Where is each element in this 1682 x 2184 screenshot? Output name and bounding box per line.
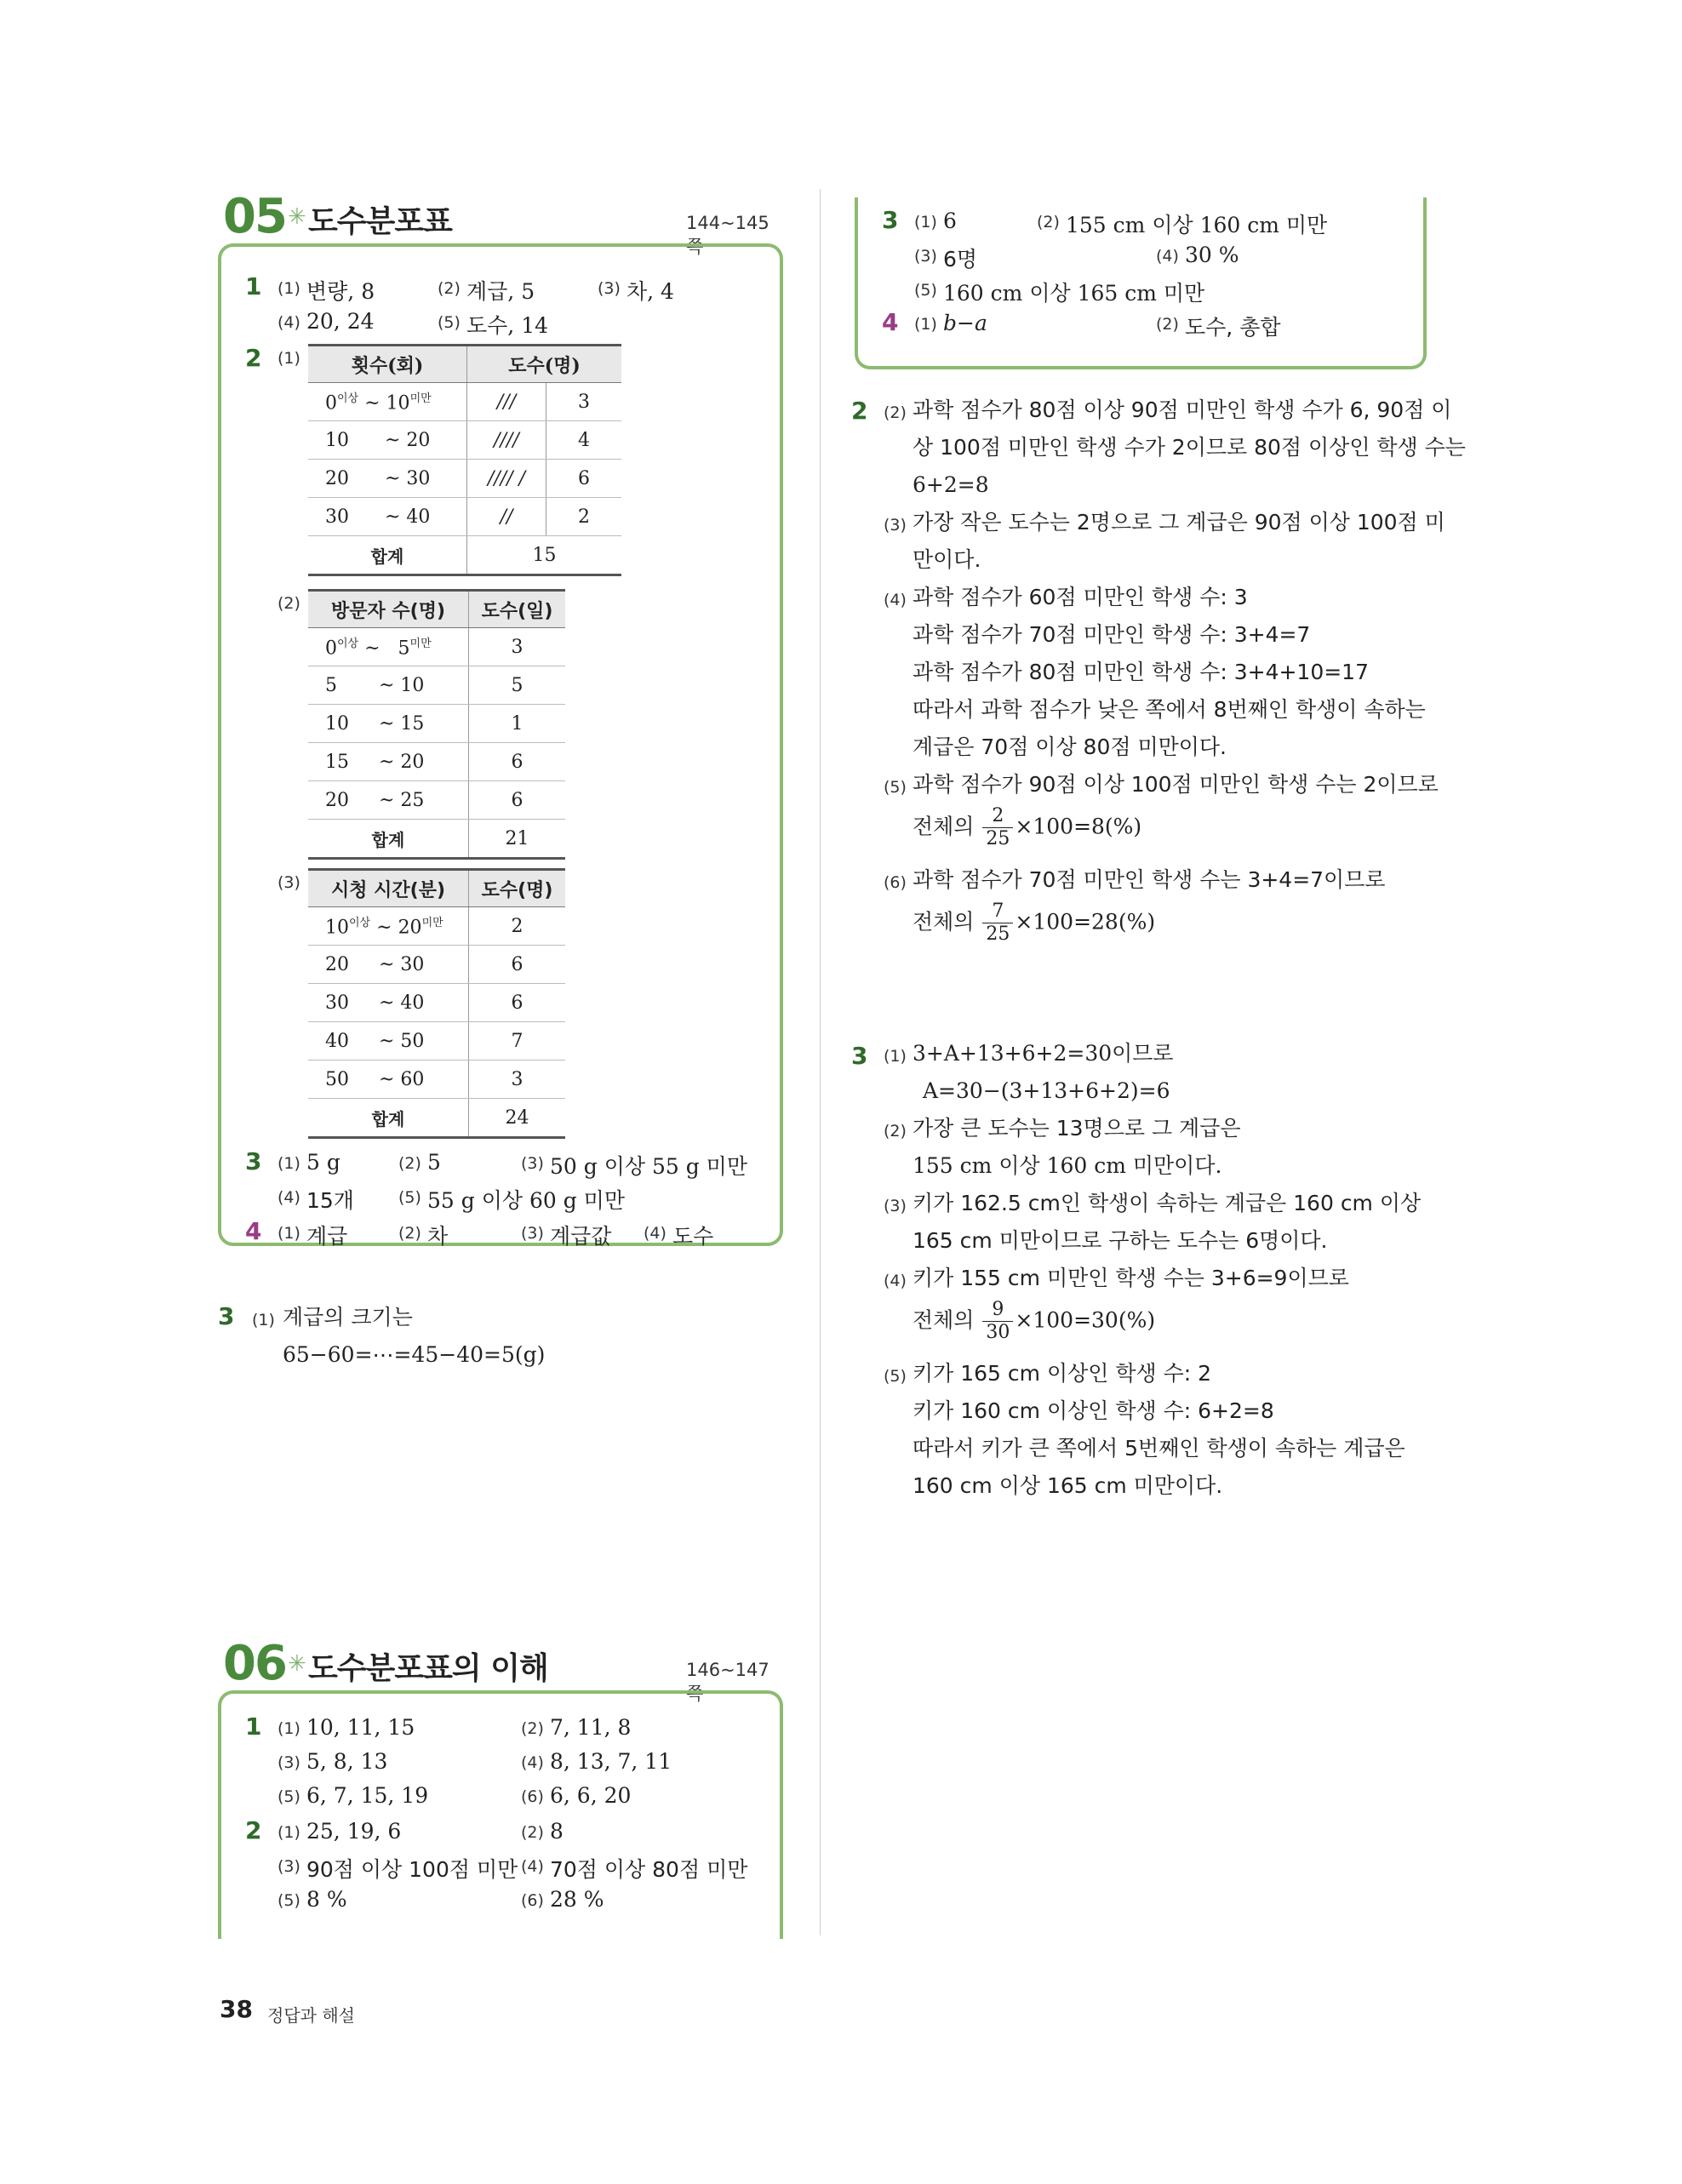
answer-text: 6, 7, 15, 19 xyxy=(306,1783,429,1808)
explanation-text: 165 cm 미만이므로 구하는 도수는 6명이다. xyxy=(913,1228,1328,1253)
table-row: $0^{이상}$ ~ $5^{미만}$ 3 xyxy=(308,628,565,666)
sub-label: (4) xyxy=(884,1272,907,1290)
sub-label: (1) xyxy=(884,1047,907,1066)
section-title: 도수분포표의 이해 xyxy=(308,1651,548,1686)
question-number: 4 xyxy=(245,1217,262,1245)
sub-label: (4) xyxy=(277,313,300,332)
table-row: $0^{이상}$ ~ $10^{미만}$ /// 3 xyxy=(308,383,621,421)
star-icon: ✳ xyxy=(288,1651,306,1677)
question-number: 3 xyxy=(882,206,899,234)
table-row: 50 ~ 60 3 xyxy=(308,1061,565,1099)
explanation-text: 키가 160 cm 이상인 학생 수: 6+2=8 xyxy=(913,1398,1274,1423)
fraction-expression: 전체의 $\frac{2}{25}$ ×100=8(%) xyxy=(913,805,1142,849)
answer-text: 70점 이상 80점 미만 xyxy=(550,1857,748,1882)
sub-label: (5) xyxy=(884,778,907,797)
answer-text: 20, 24 xyxy=(306,309,375,334)
table-row: 20 ~ 25 6 xyxy=(308,781,565,820)
sub-label: (3) xyxy=(884,516,907,535)
question-number: 2 xyxy=(245,344,262,372)
sub-label: (2) xyxy=(1037,213,1060,232)
sub-label: (3) xyxy=(277,1857,300,1876)
column-header: 도수(명) xyxy=(467,346,622,383)
answer-text: 변량, 8 xyxy=(306,279,375,304)
section-05-header xyxy=(223,189,776,257)
explanation-text: 160 cm 이상 165 cm 미만이다. xyxy=(913,1473,1223,1498)
explanation-text: 따라서 키가 큰 쪽에서 5번째인 학생이 속하는 계급은 xyxy=(913,1436,1405,1461)
answer-text: 차 xyxy=(427,1224,449,1249)
column-header: 시청 시간(분) xyxy=(308,870,469,907)
sub-label: (1) xyxy=(277,1224,300,1243)
table-row: 40 ~ 50 7 xyxy=(308,1022,565,1061)
fraction: $\frac{2}{25}$ xyxy=(982,807,1013,849)
explanation-text: 과학 점수가 90점 이상 100점 미만인 학생 수는 2이므로 xyxy=(913,772,1439,797)
answer-text: 5 g xyxy=(306,1150,340,1175)
answer-text: 계급값 xyxy=(550,1224,612,1249)
answer-text: 6 xyxy=(943,209,957,233)
sub-label: (1) xyxy=(914,315,937,334)
footer-label: 정답과 해설 xyxy=(267,2005,355,2026)
answer-text: 8, 13, 7, 11 xyxy=(550,1749,672,1774)
sub-label: (3) xyxy=(598,279,621,298)
sub-label: (3) xyxy=(884,1197,907,1215)
sub-label: (2) xyxy=(398,1224,421,1243)
sub-label: (5) xyxy=(914,281,937,300)
sub-label: (4) xyxy=(521,1857,544,1876)
sub-label: (1) xyxy=(277,1823,300,1842)
sub-label: (1) xyxy=(914,213,937,232)
sub-label: (4) xyxy=(1156,247,1179,266)
answer-text: 55 g 이상 60 g 미만 xyxy=(427,1188,625,1213)
answer-text: 6명 xyxy=(943,247,978,272)
explanation-text: 과학 점수가 60점 미만인 학생 수: 3 xyxy=(913,585,1248,609)
explanation-text: 가장 큰 도수는 13명으로 그 계급은 xyxy=(913,1116,1241,1141)
table-total-row: 합계 15 xyxy=(308,536,621,575)
fraction: $\frac{7}{25}$ xyxy=(982,902,1013,944)
section-title: 도수분포표 xyxy=(308,204,452,239)
page-footer xyxy=(220,1995,560,2029)
sub-label: (2) xyxy=(1156,315,1179,334)
star-icon: ✳ xyxy=(288,204,306,230)
fraction-expression: 전체의 $\frac{7}{25}$ ×100=28(%) xyxy=(913,900,1156,945)
fraction: $\frac{9}{30}$ xyxy=(982,1301,1013,1342)
sub-label: (2) xyxy=(398,1154,421,1173)
section-06-header xyxy=(223,1636,776,1704)
sub-label: (4) xyxy=(644,1224,667,1243)
explanation-text: 과학 점수가 70점 미만인 학생 수: 3+4=7 xyxy=(913,622,1311,647)
explanation-text: 155 cm 이상 160 cm 미만이다. xyxy=(913,1153,1222,1178)
frequency-table-3 xyxy=(308,868,565,1139)
explanation-text: 키가 165 cm 이상인 학생 수: 2 xyxy=(913,1361,1212,1386)
sub-label: (6) xyxy=(521,1891,544,1910)
sub-label: (1) xyxy=(277,349,300,368)
sub-label: (1) xyxy=(252,1311,275,1329)
explanation-text: 6+2=8 xyxy=(913,472,989,497)
answer-text: 160 cm 이상 165 cm 미만 xyxy=(943,281,1205,306)
explanation-text: 만이다. xyxy=(913,547,981,572)
answer-text: 도수, 14 xyxy=(466,313,549,338)
explanation-text: 과학 점수가 80점 이상 90점 미만인 학생 수가 6, 90점 이 xyxy=(913,397,1452,422)
answer-text: 7, 11, 8 xyxy=(550,1715,632,1740)
table-row: $10^{이상}$ ~ $20^{미만}$ 2 xyxy=(308,907,565,946)
sub-label: (5) xyxy=(884,1367,907,1386)
explanation-text: 가장 작은 도수는 2명으로 그 계급은 90점 이상 100점 미 xyxy=(913,510,1445,535)
column-header: 도수(일) xyxy=(469,591,566,628)
frequency-table-1 xyxy=(308,344,621,576)
table-row: 20 ~ 30 6 xyxy=(308,946,565,984)
explanation-text: 키가 162.5 cm인 학생이 속하는 계급은 160 cm 이상 xyxy=(913,1191,1422,1215)
column-divider xyxy=(820,189,821,1935)
explanation-text: 과학 점수가 80점 미만인 학생 수: 3+4+10=17 xyxy=(913,660,1369,684)
answer-text: 15개 xyxy=(306,1188,354,1213)
answer-text: 30 % xyxy=(1185,243,1239,267)
question-number: 3 xyxy=(218,1302,235,1330)
table-total-row: 합계 24 xyxy=(308,1099,565,1138)
column-header: 도수(명) xyxy=(469,870,566,907)
explanation-text: 계급은 70점 이상 80점 미만이다. xyxy=(913,735,1227,759)
answer-text: 10, 11, 15 xyxy=(306,1715,415,1740)
sub-label: (2) xyxy=(438,279,461,298)
fraction-expression: 전체의 $\frac{9}{30}$ ×100=30(%) xyxy=(913,1299,1156,1343)
sub-label: (3) xyxy=(914,247,937,266)
sub-label: (1) xyxy=(277,279,300,298)
answer-text: 도수, 총합 xyxy=(1185,315,1281,340)
answer-text: 25, 19, 6 xyxy=(306,1819,402,1844)
explanation-text: 3+A+13+6+2=30이므로 xyxy=(913,1041,1174,1066)
table-row: 15 ~ 20 6 xyxy=(308,743,565,781)
sub-label: (2) xyxy=(277,594,300,613)
explanation-text: 상 100점 미만인 학생 수가 2이므로 80점 이상인 학생 수는 xyxy=(913,435,1466,460)
table-row: 20 ~ 30 //// / 6 xyxy=(308,460,621,498)
question-number: 1 xyxy=(245,272,262,300)
sub-label: (5) xyxy=(398,1188,421,1207)
explanation-text: 65−60=⋯=45−40=5(g) xyxy=(283,1342,546,1367)
answer-text: b−a xyxy=(943,311,987,335)
sub-label: (2) xyxy=(884,403,907,422)
explanation-text: 과학 점수가 70점 미만인 학생 수는 3+4=7이므로 xyxy=(913,867,1386,892)
sub-label: (6) xyxy=(884,873,907,892)
answer-box-06 xyxy=(218,1690,783,1939)
answer-text: 28 % xyxy=(550,1887,604,1912)
answer-box-05 xyxy=(218,243,783,1249)
table-row: 10 ~ 15 1 xyxy=(308,705,565,743)
answer-text: 90점 이상 100점 미만 xyxy=(306,1857,518,1882)
question-number: 4 xyxy=(882,308,899,336)
table-total-row: 합계 21 xyxy=(308,820,565,859)
table-row: 5 ~ 10 5 xyxy=(308,666,565,705)
question-number: 2 xyxy=(245,1816,262,1844)
column-header: 횟수(회) xyxy=(308,346,467,383)
question-number: 1 xyxy=(245,1712,262,1741)
sub-label: (6) xyxy=(521,1787,544,1806)
answer-text: 차, 4 xyxy=(626,279,674,304)
explanation-3 xyxy=(851,1035,1430,1520)
sub-label: (3) xyxy=(521,1154,544,1173)
answer-text: 도수 xyxy=(672,1224,714,1249)
table-row: 30 ~ 40 6 xyxy=(308,984,565,1022)
answer-text: 155 cm 이상 160 cm 미만 xyxy=(1066,213,1328,237)
page-range: 146~147쪽 xyxy=(686,1660,769,1704)
explanation-2 xyxy=(851,392,1466,953)
sub-label: (5) xyxy=(277,1891,300,1910)
column-header: 방문자 수(명) xyxy=(308,591,469,628)
table-row: 30 ~ 40 // 2 xyxy=(308,498,621,536)
sub-label: (2) xyxy=(884,1122,907,1141)
answer-text: 5, 8, 13 xyxy=(306,1749,388,1774)
sub-label: (4) xyxy=(521,1753,544,1772)
answer-text: 계급, 5 xyxy=(466,279,535,304)
explanation-text: 따라서 과학 점수가 낮은 쪽에서 8번째인 학생이 속하는 xyxy=(913,697,1426,722)
sub-label: (4) xyxy=(277,1188,300,1207)
sub-label: (5) xyxy=(277,1787,300,1806)
page-number: 38 xyxy=(220,1995,253,2023)
answer-text: 6, 6, 20 xyxy=(550,1783,632,1808)
answer-text: 계급 xyxy=(306,1224,348,1249)
sub-label: (5) xyxy=(438,313,461,332)
sub-label: (4) xyxy=(884,591,907,609)
page-range: 144~145쪽 xyxy=(686,213,769,257)
explanation-text: 키가 155 cm 미만인 학생 수는 3+6=9이므로 xyxy=(913,1266,1349,1290)
answer-text: 50 g 이상 55 g 미만 xyxy=(550,1154,747,1179)
sub-label: (3) xyxy=(277,873,300,892)
sub-label: (3) xyxy=(277,1753,300,1772)
sub-label: (3) xyxy=(521,1224,544,1243)
section-number: 05 xyxy=(223,189,286,244)
sub-label: (1) xyxy=(277,1719,300,1738)
answer-box-05-continued xyxy=(855,197,1427,369)
sub-label: (1) xyxy=(277,1154,300,1173)
question-number: 2 xyxy=(851,397,868,425)
sub-label: (2) xyxy=(521,1823,544,1842)
answer-text: 8 % xyxy=(306,1887,347,1912)
explanation-text: A=30−(3+13+6+2)=6 xyxy=(923,1078,1170,1103)
question-number: 3 xyxy=(245,1147,262,1175)
sub-label: (2) xyxy=(521,1719,544,1738)
explanation-text: 계급의 크기는 xyxy=(283,1305,413,1329)
question-number: 3 xyxy=(851,1042,868,1070)
section-number: 06 xyxy=(223,1636,286,1691)
answer-text: 8 xyxy=(550,1819,564,1844)
table-row: 10 ~ 20 //// 4 xyxy=(308,421,621,460)
answer-text: 5 xyxy=(427,1150,441,1175)
frequency-table-2 xyxy=(308,589,565,860)
